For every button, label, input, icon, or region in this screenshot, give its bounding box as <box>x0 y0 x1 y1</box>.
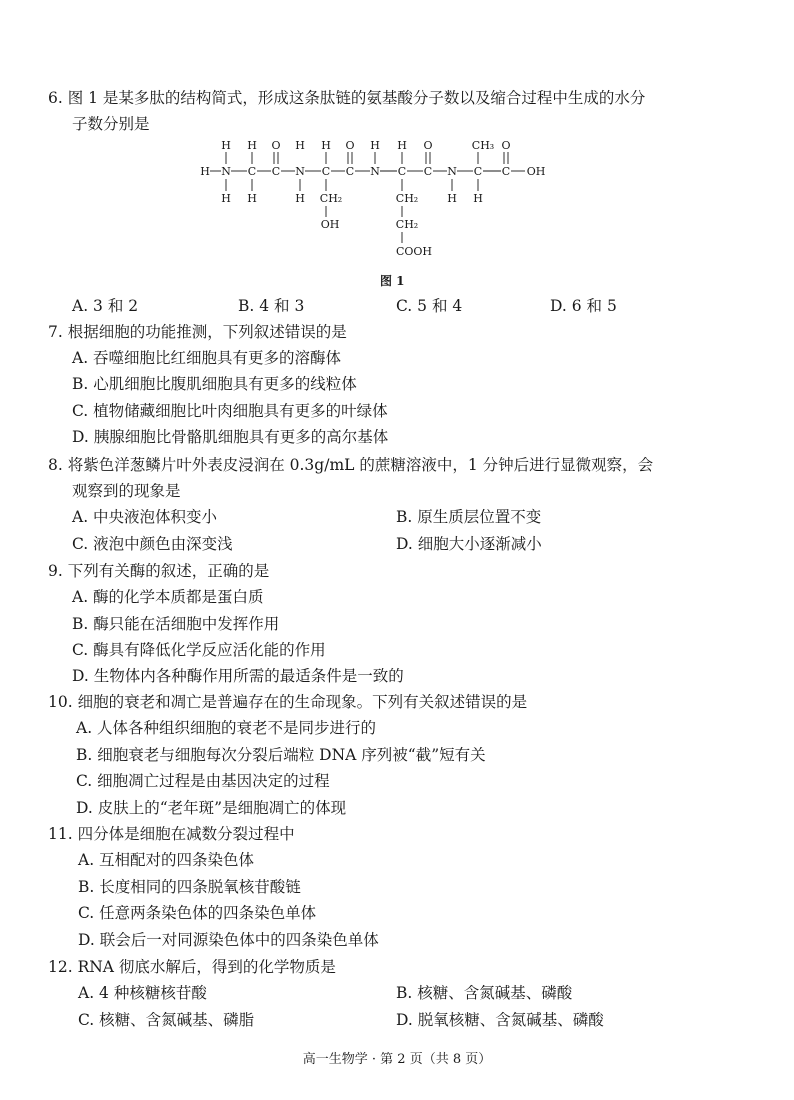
atom-n-3: N <box>370 165 380 178</box>
atom-h-top-1: H <box>221 139 231 152</box>
page-footer: 高一生物学 · 第 2 页（共 8 页） <box>302 1052 492 1067</box>
q12-option-a: A. 4 种核糖核苷酸 <box>78 984 207 1002</box>
atom-c-8: C <box>501 165 511 178</box>
q11-option-d: D. 联会后一对同源染色体中的四条染色单体 <box>78 931 379 949</box>
q6-option-c: C. 5 和 4 <box>396 297 463 315</box>
atom-oh-side: OH <box>320 218 340 231</box>
q6-option-a: A. 3 和 2 <box>72 297 139 315</box>
atom-ch2-3: CH₂ <box>395 218 419 231</box>
atom-h-top-4: H <box>321 139 331 152</box>
atom-h-bot-2: H <box>247 192 257 205</box>
figure-1-caption: 图 1 <box>380 274 405 288</box>
q11-option-a: A. 互相配对的四条染色体 <box>78 851 255 869</box>
atom-c-1: C <box>247 165 257 178</box>
atom-h-bot-1: H <box>221 192 231 205</box>
atom-h-top-2: H <box>247 139 257 152</box>
q7-option-c: C. 植物储藏细胞比叶肉细胞具有更多的叶绿体 <box>72 402 388 420</box>
q9-option-c: C. 酶具有降低化学反应活化能的作用 <box>72 641 326 659</box>
q8-stem-line2: 观察到的现象是 <box>72 482 181 500</box>
atom-o-top-4: O <box>501 139 511 152</box>
atom-h-top-3: H <box>295 139 305 152</box>
q8-option-c: C. 液泡中颜色由深变浅 <box>72 535 233 553</box>
q11-stem: 11. 四分体是细胞在减数分裂过程中 <box>48 825 295 843</box>
atom-oh-end: OH <box>526 165 546 178</box>
atom-o-top-2: O <box>345 139 355 152</box>
q8-option-b: B. 原生质层位置不变 <box>396 508 542 526</box>
atom-n-2: N <box>295 165 305 178</box>
q11-option-b: B. 长度相同的四条脱氧核苷酸链 <box>78 878 301 896</box>
polypeptide-structure-figure <box>0 0 794 270</box>
atom-ch2-2: CH₂ <box>395 192 419 205</box>
q6-stem-line1: 6. 图 1 是某多肽的结构简式，形成这条肽链的氨基酸分子数以及缩合过程中生成的水分 <box>48 89 646 107</box>
q7-option-b: B. 心肌细胞比腹肌细胞具有更多的线粒体 <box>72 375 357 393</box>
atom-c-5: C <box>397 165 407 178</box>
atom-c-2: C <box>271 165 281 178</box>
q7-option-d: D. 胰腺细胞比骨骼肌细胞具有更多的高尔基体 <box>72 428 389 446</box>
atom-h-bot-5: H <box>473 192 483 205</box>
atom-h-top-6: H <box>397 139 407 152</box>
q12-stem: 12. RNA 彻底水解后，得到的化学物质是 <box>48 958 336 976</box>
atom-c-3: C <box>321 165 331 178</box>
q6-stem-line2: 子数分别是 <box>72 115 150 133</box>
atom-o-top-3: O <box>423 139 433 152</box>
q11-option-c: C. 任意两条染色体的四条染色单体 <box>78 904 317 922</box>
q6-option-d: D. 6 和 5 <box>550 297 617 315</box>
q9-option-d: D. 生物体内各种酶作用所需的最适条件是一致的 <box>72 667 404 685</box>
q12-option-c: C. 核糖、含氮碱基、磷脂 <box>78 1011 255 1029</box>
atom-h-top-5: H <box>370 139 380 152</box>
atom-cooh-side: COOH <box>395 245 433 258</box>
atom-o-top-1: O <box>271 139 281 152</box>
atom-ch2-1: CH₂ <box>319 192 343 205</box>
atom-ch3-top: CH₃ <box>471 139 495 152</box>
atom-n-4: N <box>447 165 457 178</box>
q10-option-d: D. 皮肤上的“老年斑”是细胞凋亡的体现 <box>76 799 347 817</box>
q9-option-b: B. 酶只能在活细胞中发挥作用 <box>72 615 280 633</box>
atom-h-left: H <box>200 165 210 178</box>
q8-stem-line1: 8. 将紫色洋葱鳞片叶外表皮浸润在 0.3g/mL 的蔗糖溶液中，1 分钟后进行显微观察，会 <box>48 456 654 474</box>
q8-option-d: D. 细胞大小逐渐减小 <box>396 535 542 553</box>
atom-h-bot-4: H <box>447 192 457 205</box>
q6-option-b: B. 4 和 3 <box>238 297 305 315</box>
q10-option-c: C. 细胞凋亡过程是由基因决定的过程 <box>76 772 330 790</box>
q9-stem: 9. 下列有关酶的叙述，正确的是 <box>48 562 270 580</box>
q12-option-d: D. 脱氧核糖、含氮碱基、磷酸 <box>396 1011 604 1029</box>
q10-option-a: A. 人体各种组织细胞的衰老不是同步进行的 <box>76 719 377 737</box>
q8-option-a: A. 中央液泡体积变小 <box>72 508 218 526</box>
q9-option-a: A. 酶的化学本质都是蛋白质 <box>72 588 264 606</box>
atom-c-6: C <box>423 165 433 178</box>
q7-stem: 7. 根据细胞的功能推测，下列叙述错误的是 <box>48 323 347 341</box>
q10-stem: 10. 细胞的衰老和凋亡是普遍存在的生命现象。下列有关叙述错误的是 <box>48 693 528 711</box>
atom-h-bot-3: H <box>295 192 305 205</box>
atom-n-1: N <box>221 165 231 178</box>
q10-option-b: B. 细胞衰老与细胞每次分裂后端粒 DNA 序列被“截”短有关 <box>76 746 486 764</box>
atom-c-7: C <box>473 165 483 178</box>
q12-option-b: B. 核糖、含氮碱基、磷酸 <box>396 984 573 1002</box>
atom-c-4: C <box>345 165 355 178</box>
q7-option-a: A. 吞噬细胞比红细胞具有更多的溶酶体 <box>72 349 342 367</box>
